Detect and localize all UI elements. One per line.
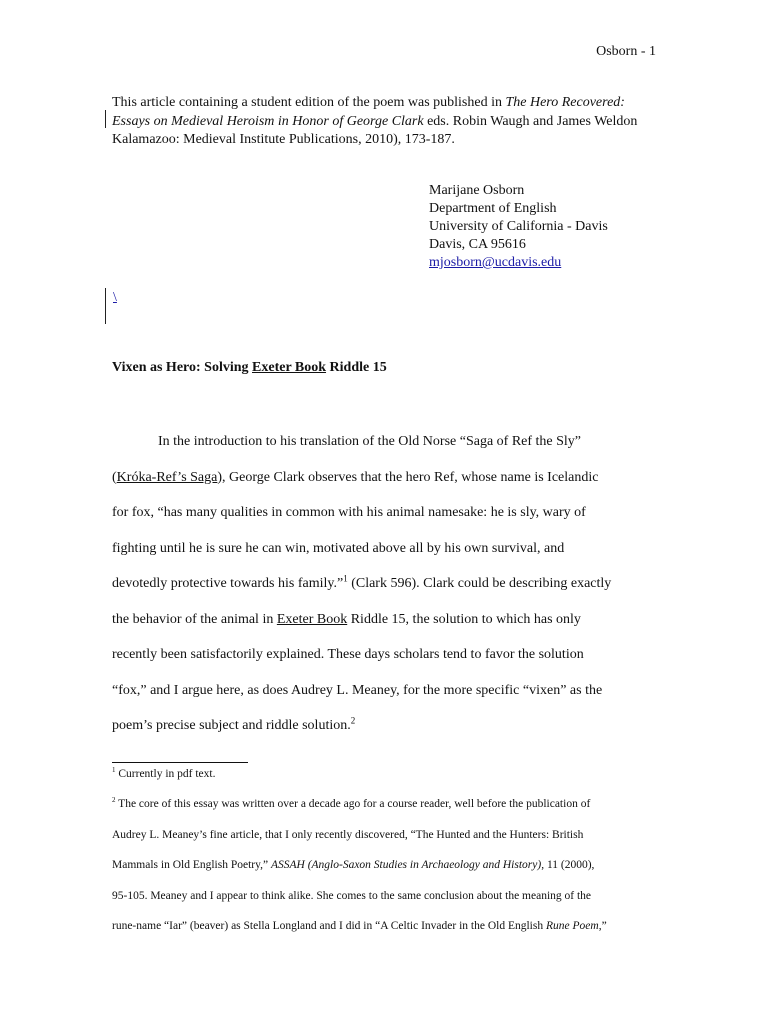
body-text: Riddle 15, the solution to which has only <box>347 611 581 627</box>
note-honoree: George Clark <box>346 113 424 129</box>
stray-mark: \ <box>113 290 117 305</box>
body-text: ), George Clark observes that the hero Ref, whose name is Icelandic <box>217 469 599 485</box>
footnote-separator <box>112 762 248 763</box>
title-underlined: Exeter Book <box>252 360 327 375</box>
body-line <box>112 602 652 638</box>
footnote-2-line <box>112 911 652 942</box>
body-text: devotedly protective towards his family.” <box>112 576 344 591</box>
footnote-number: 1 <box>112 766 116 775</box>
body-line <box>112 708 652 744</box>
note-rest: eds. Robin Waugh and James Weldon Kalamazoo: Medieval Institute Publications, 2010), 173-187. <box>112 113 638 147</box>
body-line: fighting until he is sure he can win, motivated above all by his own survival, and <box>112 540 565 556</box>
footnotes <box>112 766 652 942</box>
footnote-text: Currently in pdf text. <box>115 768 216 780</box>
footnote-ref-2[interactable]: 2 <box>350 715 356 726</box>
author-department: Department of English <box>429 201 557 216</box>
footnote-1 <box>112 766 652 782</box>
author-name: Marijane Osborn <box>429 183 525 198</box>
note-book-title: The Hero Recovered: Essays on Medieval Heroism in Honor of <box>112 95 625 129</box>
author-university: University of California - Davis <box>429 219 608 234</box>
footnote-number: 2 <box>112 796 116 805</box>
body-line: recently been satisfactorily explained. These days scholars tend to favor the solution <box>112 647 584 662</box>
footnote-text: , 11 (2000), <box>541 859 595 871</box>
footnote-2-line: 95-105. Meaney and I appear to think alike. She comes to the same conclusion about the meaning of the <box>112 889 592 902</box>
publication-note <box>112 94 652 150</box>
body-line: In the introduction to his translation of the Old Norse “Saga of Ref the Sly” <box>158 434 582 449</box>
body-text: the behavior of the animal in <box>112 611 277 627</box>
body-paragraph <box>112 424 652 744</box>
title-suffix: Riddle 15 <box>326 360 387 375</box>
author-city: Davis, CA 95616 <box>429 237 526 252</box>
body-line <box>112 566 652 602</box>
exeter-book: Exeter Book <box>276 611 348 627</box>
footnote-text: ,” <box>598 920 607 932</box>
article-title <box>112 360 387 376</box>
note-intro: This article containing a student edition of the poem was published in <box>112 95 506 110</box>
body-line <box>112 460 652 496</box>
body-line: for fox, “has many qualities in common with his animal namesake: he is sly, wary of <box>112 505 586 520</box>
change-bar <box>105 110 106 128</box>
footnote-text: rune-name “Iar” (beaver) as Stella Longland and I did in “A Celtic Invader in the Old English <box>112 920 546 932</box>
body-text: ( <box>112 469 117 485</box>
change-bar <box>105 288 106 324</box>
body-line: “fox,” and I argue here, as does Audrey L. Meaney, for the more specific “vixen” as the <box>112 682 603 698</box>
poem-title: Rune Poem <box>545 920 599 932</box>
footnote-2-line: Audrey L. Meaney’s fine article, that I only recently discovered, “The Hunted and the Hunters: British <box>112 828 584 841</box>
saga-title: Króka-Ref’s Saga <box>116 469 218 485</box>
title-prefix: Vixen as Hero: Solving <box>112 360 253 375</box>
body-text: (Clark 596). Clark could be describing exactly <box>347 576 612 591</box>
author-email-link[interactable]: mjosborn@ucdavis.edu <box>429 255 562 270</box>
author-block <box>429 182 608 272</box>
footnote-2-line <box>112 850 652 881</box>
footnote-ref-1[interactable]: 1 <box>343 573 348 584</box>
footnote-2-line <box>112 789 652 820</box>
journal-title: ASSAH (Anglo-Saxon Studies in Archaeology and History) <box>270 859 542 871</box>
footnote-text: The core of this essay was written over a decade ago for a course reader, well before the publication of <box>115 798 591 810</box>
body-text: poem’s precise subject and riddle solution. <box>112 718 351 733</box>
running-head: Osborn - 1 <box>596 44 656 59</box>
footnote-text: Mammals in Old English Poetry,” <box>112 859 271 871</box>
